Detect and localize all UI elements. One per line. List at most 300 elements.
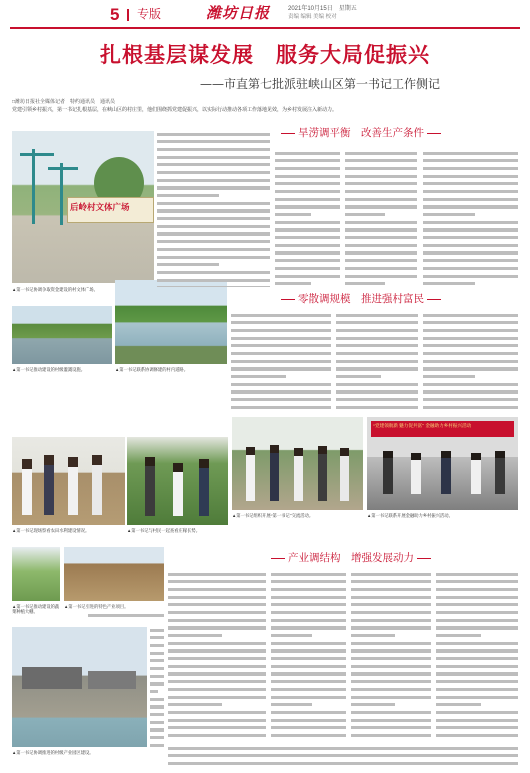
text-line	[168, 703, 266, 709]
photo-industrial-park	[12, 627, 147, 747]
text-line-ink	[150, 713, 164, 716]
caption-1: ▲第一书记协调争取资金建设的村文体广场。	[12, 287, 98, 292]
text-line-ink	[336, 406, 418, 409]
text-line	[275, 175, 340, 181]
text-line	[351, 619, 431, 625]
text-line	[271, 619, 346, 625]
text-line	[168, 696, 266, 702]
text-line-ink	[423, 383, 518, 386]
text-line	[336, 383, 418, 389]
text-line	[423, 337, 518, 343]
text-line	[336, 337, 418, 343]
text-line-ink	[157, 179, 270, 182]
text-line	[351, 711, 431, 717]
text-line-ink	[150, 675, 164, 678]
text-line-ink	[336, 314, 418, 317]
article-subtitle: ——市直第七批派驻峡山区第一书记工作侧记	[200, 77, 441, 91]
text-line-ink	[423, 152, 518, 155]
text-line	[231, 352, 331, 358]
text-line-ink	[345, 190, 417, 193]
text-line-ink	[345, 236, 417, 239]
text-line	[436, 573, 518, 579]
text-line	[157, 217, 270, 223]
text-line-ink	[275, 267, 340, 270]
text-line	[168, 665, 266, 671]
text-line-ink	[436, 603, 518, 606]
text-line-ink	[275, 213, 311, 216]
text-line-ink	[336, 360, 418, 363]
text-line	[271, 734, 346, 740]
text-line	[423, 375, 518, 381]
text-line-ink	[436, 672, 518, 675]
text-line	[423, 221, 518, 227]
text-line-ink	[345, 221, 417, 224]
text-line	[271, 703, 346, 709]
text-line-ink	[336, 367, 418, 370]
text-line	[231, 321, 331, 327]
header-rule	[10, 27, 520, 29]
text-line	[168, 734, 266, 740]
text-line	[271, 665, 346, 671]
photo-exchange-activity	[232, 417, 363, 510]
photo-irrigation-canal	[12, 306, 112, 364]
text-line	[168, 711, 266, 717]
text-line	[168, 573, 266, 579]
text-line-ink	[168, 672, 266, 675]
text-line-ink	[351, 649, 431, 652]
caption-10: ▲第一书记协调推进的村级产业园区建设。	[12, 750, 94, 755]
text-line	[345, 228, 417, 234]
text-line-ink	[336, 398, 418, 401]
text-line-ink	[423, 236, 518, 239]
text-column	[157, 131, 270, 287]
text-line-ink	[271, 688, 346, 691]
text-line	[168, 657, 266, 663]
text-line-ink	[168, 588, 266, 591]
photo-greenhouse	[12, 547, 60, 601]
text-line	[168, 672, 266, 678]
text-line-ink	[271, 573, 346, 576]
text-line	[423, 360, 518, 366]
text-line	[275, 205, 340, 211]
text-line-ink	[436, 619, 518, 622]
text-line-ink	[351, 719, 431, 722]
text-column	[436, 571, 518, 741]
text-line	[271, 657, 346, 663]
text-line	[157, 232, 270, 238]
text-line	[157, 225, 270, 231]
photo-crop-inspection	[127, 437, 228, 525]
text-line	[436, 634, 518, 640]
text-line-ink	[423, 398, 518, 401]
text-line-ink	[150, 705, 164, 708]
text-line-ink	[351, 680, 431, 683]
text-line	[157, 186, 270, 192]
text-line	[345, 244, 417, 250]
text-line	[157, 248, 270, 254]
text-line	[423, 352, 518, 358]
text-line-ink	[423, 406, 518, 409]
text-line	[423, 228, 518, 234]
text-line	[168, 649, 266, 655]
text-line-ink	[157, 248, 270, 251]
text-line-ink	[336, 321, 418, 324]
text-line	[275, 259, 340, 265]
article-title: 扎根基层谋发展 服务大局促振兴	[100, 42, 430, 67]
text-line	[345, 198, 417, 204]
text-line-ink	[157, 194, 219, 197]
text-line	[271, 649, 346, 655]
text-line-ink	[351, 634, 395, 637]
text-line	[423, 205, 518, 211]
text-line-ink	[351, 626, 431, 629]
text-line	[336, 321, 418, 327]
text-line	[351, 603, 431, 609]
text-line-ink	[275, 198, 340, 201]
text-line-ink	[351, 703, 395, 706]
text-line-ink	[150, 744, 164, 747]
text-line	[275, 282, 340, 288]
text-line	[351, 665, 431, 671]
text-line-ink	[436, 680, 518, 683]
text-line-ink	[436, 573, 518, 576]
text-line-ink	[351, 588, 431, 591]
text-line-ink	[423, 167, 518, 170]
section-heading-1-text: 旱涝调平衡 改善生产条件	[298, 127, 424, 139]
text-line	[150, 721, 164, 727]
text-line	[423, 367, 518, 373]
section-heading-2-text: 零散调规模 推进强村富民	[298, 293, 424, 305]
text-line-ink	[157, 133, 270, 136]
text-line-ink	[345, 182, 417, 185]
text-line-ink	[423, 190, 518, 193]
text-line	[351, 573, 431, 579]
text-line	[436, 703, 518, 709]
text-line	[157, 179, 270, 185]
text-line	[168, 580, 266, 586]
text-line-ink	[168, 665, 266, 668]
text-line-ink	[150, 736, 164, 739]
text-column	[88, 612, 164, 624]
text-line-ink	[423, 244, 518, 247]
text-line	[345, 275, 417, 281]
text-line	[231, 337, 331, 343]
text-line	[157, 156, 270, 162]
text-line	[423, 190, 518, 196]
text-line-ink	[345, 275, 417, 278]
text-line-ink	[345, 167, 417, 170]
text-line	[345, 267, 417, 273]
text-line	[157, 202, 270, 208]
activity-banner-text: “党建领航新 魅力促共富” 金融助力乡村振兴活动	[373, 423, 472, 428]
text-line	[231, 360, 331, 366]
text-line	[436, 580, 518, 586]
text-line-ink	[231, 360, 331, 363]
text-line	[275, 182, 340, 188]
text-line-ink	[351, 642, 431, 645]
text-line	[345, 152, 417, 158]
text-line-ink	[168, 642, 266, 645]
text-line-ink	[157, 217, 270, 220]
text-line-ink	[150, 629, 164, 632]
text-column	[271, 571, 346, 741]
text-line	[336, 329, 418, 335]
text-line	[168, 688, 266, 694]
text-line-ink	[168, 634, 222, 637]
text-line-ink	[436, 665, 518, 668]
text-line	[157, 286, 270, 287]
text-line-ink	[275, 175, 340, 178]
text-line-ink	[351, 688, 431, 691]
caption-6: ▲第一书记组织开展“第一书记”交流活动。	[232, 513, 314, 518]
text-line-ink	[157, 209, 270, 212]
text-line	[436, 649, 518, 655]
text-line-ink	[351, 665, 431, 668]
text-line-ink	[275, 190, 340, 193]
text-line	[150, 744, 164, 747]
text-line	[423, 167, 518, 173]
text-line-ink	[168, 603, 266, 606]
text-line	[271, 580, 346, 586]
text-line	[150, 690, 164, 696]
text-line	[345, 221, 417, 227]
text-line-ink	[271, 734, 346, 737]
text-column	[423, 312, 518, 412]
text-line	[351, 642, 431, 648]
text-line-ink	[336, 344, 418, 347]
text-line-ink	[150, 652, 164, 655]
text-line-ink	[150, 659, 164, 662]
text-line-ink	[351, 711, 431, 714]
text-line	[351, 734, 431, 740]
section-label: 专版	[137, 7, 162, 21]
text-line-ink	[150, 721, 164, 724]
text-line	[271, 596, 346, 602]
text-line	[336, 390, 418, 396]
text-line	[436, 626, 518, 632]
text-line-ink	[271, 588, 346, 591]
text-line	[271, 634, 346, 640]
editor-credits: 责编 编辑 美编 校对	[288, 14, 337, 20]
page-number: 5	[110, 5, 120, 24]
text-line	[150, 675, 164, 681]
text-line	[423, 213, 518, 219]
text-line-ink	[351, 734, 431, 737]
text-line	[351, 688, 431, 694]
text-line-ink	[351, 611, 431, 614]
text-line-ink	[275, 259, 340, 262]
text-line-ink	[336, 383, 418, 386]
text-line	[150, 652, 164, 658]
text-line-ink	[271, 657, 346, 660]
text-line	[275, 213, 340, 219]
text-line	[336, 375, 418, 381]
text-column	[336, 312, 418, 412]
text-line-ink	[271, 603, 346, 606]
text-line	[88, 614, 164, 620]
text-line	[157, 279, 270, 285]
text-line	[231, 329, 331, 335]
text-line-ink	[275, 205, 340, 208]
text-line-ink	[345, 267, 417, 270]
text-line-ink	[150, 636, 164, 639]
text-line-ink	[345, 244, 417, 247]
text-line	[423, 198, 518, 204]
text-line-ink	[157, 163, 270, 166]
caption-8: ▲第一书记推动建设的蔬菜种植大棚。	[12, 604, 60, 615]
text-line	[423, 159, 518, 165]
text-line	[336, 314, 418, 320]
text-line-ink	[271, 680, 346, 683]
text-line-ink	[231, 337, 331, 340]
text-line	[336, 344, 418, 350]
text-line-ink	[168, 619, 266, 622]
text-line-ink	[423, 259, 518, 262]
text-line	[157, 171, 270, 177]
text-line-ink	[271, 619, 346, 622]
text-line-ink	[275, 282, 311, 285]
text-line-ink	[351, 696, 431, 699]
text-line-ink	[436, 726, 518, 729]
text-line-ink	[436, 588, 518, 591]
text-line	[436, 719, 518, 725]
text-line	[436, 588, 518, 594]
text-line-ink	[150, 690, 158, 693]
text-line-ink	[168, 726, 266, 729]
text-line	[423, 152, 518, 158]
section-heading-3	[268, 552, 434, 564]
text-line-ink	[345, 205, 417, 208]
text-line-ink	[336, 352, 418, 355]
text-line-ink	[351, 726, 431, 729]
text-line-ink	[436, 719, 518, 722]
text-line	[345, 236, 417, 242]
text-line-ink	[423, 282, 475, 285]
text-line	[231, 344, 331, 350]
text-line-ink	[168, 688, 266, 691]
text-line	[168, 588, 266, 594]
text-line	[345, 282, 417, 288]
text-line-ink	[345, 228, 417, 231]
text-line	[150, 667, 164, 673]
text-line-ink	[275, 167, 340, 170]
text-line	[271, 642, 346, 648]
text-line-ink	[436, 696, 518, 699]
text-line	[231, 314, 331, 320]
text-line	[345, 251, 417, 257]
text-line-ink	[436, 642, 518, 645]
text-line-ink	[423, 367, 518, 370]
text-line	[336, 360, 418, 366]
text-line	[275, 228, 340, 234]
text-line-ink	[271, 596, 346, 599]
text-line-ink	[436, 626, 518, 629]
text-line	[157, 271, 270, 277]
text-line-ink	[423, 314, 518, 317]
text-line-ink	[168, 680, 266, 683]
text-line	[275, 152, 340, 158]
text-column	[168, 571, 266, 741]
text-line	[423, 259, 518, 265]
text-line	[275, 190, 340, 196]
text-line	[436, 688, 518, 694]
text-line	[436, 603, 518, 609]
text-line	[271, 573, 346, 579]
text-line	[150, 736, 164, 742]
text-line-ink	[271, 634, 312, 637]
text-line-ink	[271, 626, 346, 629]
text-line	[336, 398, 418, 404]
text-line	[423, 244, 518, 250]
text-line-ink	[423, 267, 518, 270]
text-line-ink	[168, 596, 266, 599]
text-line-ink	[351, 573, 431, 576]
text-line-ink	[423, 198, 518, 201]
text-line	[157, 163, 270, 169]
text-line-ink	[336, 329, 418, 332]
text-line	[157, 148, 270, 154]
text-line	[351, 626, 431, 632]
issue-date: 2021年10月15日 星期五	[288, 6, 357, 12]
text-line-ink	[423, 182, 518, 185]
text-line	[168, 603, 266, 609]
text-line-ink	[168, 696, 266, 699]
text-line-ink	[271, 726, 346, 729]
newspaper-logo: 潍坊日报	[206, 6, 271, 22]
text-line-ink	[271, 719, 346, 722]
text-line	[436, 696, 518, 702]
text-line	[271, 626, 346, 632]
text-line	[150, 636, 164, 642]
photo-finance-activity	[367, 417, 518, 510]
text-line-ink	[345, 175, 417, 178]
text-line	[336, 406, 418, 412]
text-line	[168, 680, 266, 686]
text-line	[351, 719, 431, 725]
text-line	[231, 390, 331, 396]
text-line-ink	[275, 251, 340, 254]
text-line-ink	[168, 754, 518, 757]
text-line	[168, 611, 266, 617]
text-line-ink	[271, 696, 346, 699]
text-line	[168, 596, 266, 602]
text-line-ink	[271, 672, 346, 675]
text-line	[436, 657, 518, 663]
text-line	[231, 383, 331, 389]
text-line-ink	[157, 225, 270, 228]
text-line	[157, 140, 270, 146]
text-line	[150, 682, 164, 688]
text-line	[423, 275, 518, 281]
text-line	[423, 282, 518, 288]
text-line	[150, 659, 164, 665]
text-line-ink	[436, 649, 518, 652]
text-line-ink	[231, 367, 331, 370]
text-line-ink	[231, 321, 331, 324]
text-line	[351, 696, 431, 702]
text-line-ink	[423, 360, 518, 363]
text-line	[423, 182, 518, 188]
text-line-ink	[336, 337, 418, 340]
text-line-ink	[275, 236, 340, 239]
article-lead: 党建引领乡村振兴，第一书记扎根基层，在峡山区的村庄里，他们围绕抓党建促振兴，以实际行动推动各项工作落地见效，为乡村发展注入新动力。	[12, 108, 338, 113]
text-line	[345, 205, 417, 211]
text-line-ink	[351, 619, 431, 622]
text-line-ink	[351, 672, 431, 675]
section-heading-3-text: 产业调结构 增强发展动力	[288, 552, 414, 564]
text-line-ink	[351, 580, 431, 583]
text-line-ink	[436, 580, 518, 583]
